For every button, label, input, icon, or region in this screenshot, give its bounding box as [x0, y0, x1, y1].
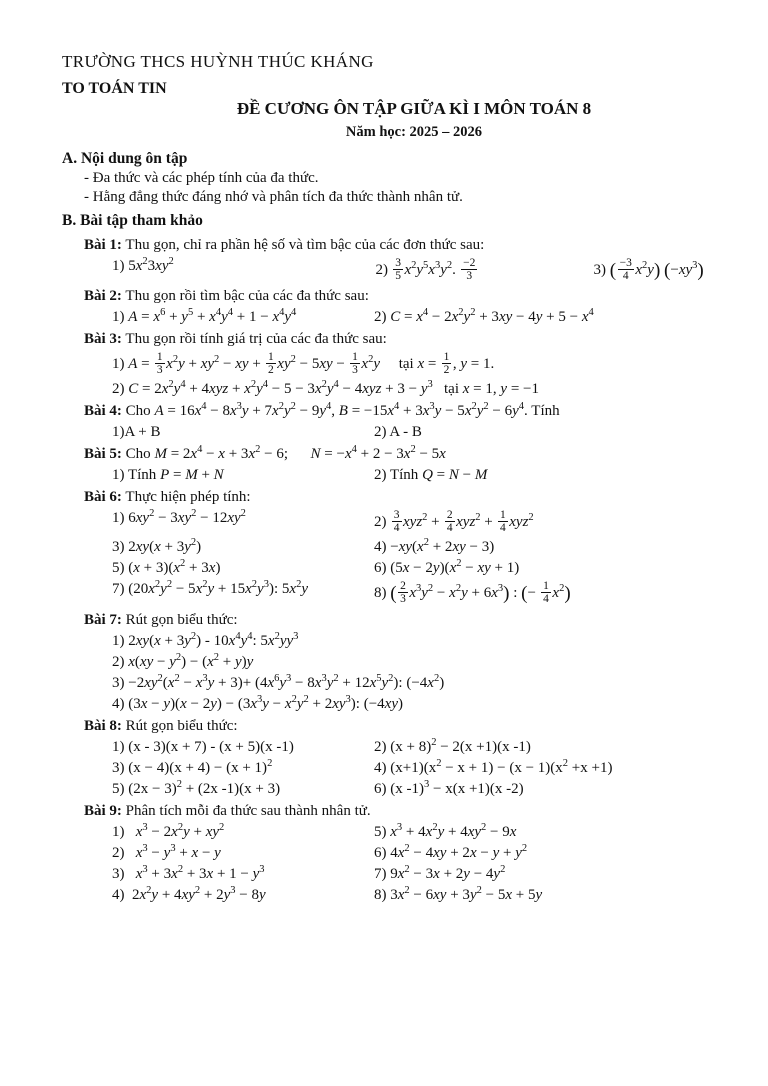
- document-body: [0, 146, 768, 904]
- problem-6-item-6: 6) $(5x - 2y)(x^2$ − xy + 1): [374, 558, 520, 577]
- problem-8-item-1: 1) (x - 3)(x + 7) - (x + 5)(x -1): [112, 738, 294, 755]
- section-a-bullet-2: - Hằng đẳng thức đáng nhớ và phân tích đa thức thành nhân tử.: [84, 189, 463, 205]
- problem-7-item-2: 2) $x(xy - y^2) - (x^2 + y)y$: [112, 651, 254, 670]
- problem-8-item-5: 5) $(2x - 3)^2 + (2x$ -1)(x + 3): [112, 778, 281, 797]
- problem-5-label: Bài 5:: [84, 446, 122, 463]
- problem-8-item-6: 6) (x -1)$^3$ − x(x +1)(x -2): [374, 778, 524, 797]
- problem-1-text: Thu gọn, chỉ ra phần hệ số và tìm bậc của các đơn thức sau:: [125, 237, 485, 253]
- section-b-heading: B. Bài tập tham khảo: [62, 212, 203, 229]
- problem-5-item-1: 1) Tính P = M + N: [112, 467, 224, 484]
- problem-1-item-2: 2) $\frac{3}{5}$ $x^2y^5x^3y^2$. $\frac{-2}{3}$: [375, 257, 476, 283]
- problem-9-label: Bài 9:: [84, 802, 122, 819]
- school-year: Năm học: 2025 – 2026: [345, 124, 483, 140]
- problem-9-row-2: [84, 841, 768, 862]
- problem-6: [84, 484, 768, 606]
- problem-2: [84, 283, 768, 326]
- problem-1: [84, 232, 768, 283]
- problem-4-label: Bài 4:: [84, 403, 122, 420]
- problem-3-label: Bài 3:: [84, 331, 122, 348]
- section-a-heading: A. Nội dung ôn tập: [62, 150, 188, 167]
- problem-8-item-2: 2) $(x + 8)^2 - 2(x +1)(x$ -1): [374, 736, 531, 755]
- problem-8-row-2: [84, 756, 768, 777]
- problem-9-item-8: 8) $3x^2 - 6xy + 3y^2 - 5x + 5y$: [374, 884, 543, 903]
- problem-6-item-3: 3) $2xy(x + 3y^2)$: [112, 537, 202, 556]
- problem-2-item-2: 2) $C = x^4 - 2x^2y^2 + 3xy - 4y + 5 - x^4$: [374, 307, 594, 326]
- problem-6-text: Thực hiện phép tính:: [125, 489, 251, 506]
- problem-3-text: Thu gọn rồi tính giá trị của các đa thức sau:: [125, 331, 387, 348]
- problem-5-items: [84, 463, 768, 484]
- problem-3-item-2: 2) $C = 2x^2y^4 + 4xyz + x^2y^4 - 5 - 3x^2y^4 - 4xyz + 3 - y^3$ tại x = 1, y = −1: [112, 379, 539, 398]
- problem-5-text: Cho $M = 2x^4 - x + 3x^2 - 6$; $N = -x^4 + 2 - 3x^2 - 5x$: [125, 444, 446, 463]
- problem-3-item-1: 1) A = $\frac{1}{3}$ $x^2y + xy^2$ − xy + $\frac{1}{2}$ $xy^2 - 5xy$ − $\frac{1}{3}$ $x^2y$ tại x = $\frac{1}{2}$ , y = 1.: [112, 351, 495, 377]
- problem-3: [84, 326, 768, 398]
- problem-8-item-3: 3) $(x - 4)(x + 4) - (x + 1)^2$: [112, 757, 273, 776]
- problem-9-item-4: 4) $2x^2y + 4xy^2 + 2y^3 - 8y$: [112, 884, 266, 903]
- problem-6-item-2: 2) $\frac{3}{4}$ xyz$^2$ + $\frac{2}{4}$ xyz$^2$ + $\frac{1}{4}$ xyz$^2$: [374, 509, 534, 535]
- problem-9-text: Phân tích mỗi đa thức sau thành nhân tử.: [125, 802, 371, 819]
- problem-2-item-1: 1) $A = x^6 + y^5 + x^4y^4 + 1 - x^4y^4$: [112, 307, 297, 326]
- problem-6-item-5: 5) $(x + 3)(x^2 + 3x)$: [112, 558, 221, 577]
- problem-7-label: Bài 7:: [84, 611, 122, 628]
- department-name: TO TOÁN TIN: [62, 80, 167, 97]
- problem-7-item-3: $3) -2xy^2(x^2 - x^3y + 3)+ (4x^6y^3 - 8x^3y^2 + 12x^5y^2)$: $(-4x^2)$: [112, 672, 445, 691]
- problem-6-item-7: 7) $(20x^2y^2 - 5x^2y + 15x^2y^3)$: $5x^2y$: [112, 579, 308, 598]
- problem-4-items: [84, 420, 768, 441]
- problem-9-item-3: 3) $x^3 + 3x^2 + 3x + 1 - y^3$: [112, 863, 265, 882]
- problem-7: [84, 607, 768, 713]
- problem-4-item-2: 2) A - B: [374, 424, 422, 441]
- problem-6-label: Bài 6:: [84, 489, 122, 506]
- problem-2-text: Thu gọn rồi tìm bậc của các đa thức sau:: [125, 288, 369, 305]
- problem-4-text: Cho $A = 16x^4 - 8x^3y + 7x^2y^2 - 9y^4$, $B = -15x^4 + 3x^3y - 5x^2y^2 - 6y^4$. Tính: [125, 401, 560, 420]
- problem-8-label: Bài 8:: [84, 717, 122, 734]
- problem-8-row-3: [84, 777, 768, 798]
- problem-1-item-1: 1) $5x^23xy^2$: [112, 256, 174, 274]
- problem-5-item-2: 2) Tính Q = N − M: [374, 467, 488, 484]
- problem-6-row-1: [84, 506, 768, 535]
- problem-7-text: Rút gọn biểu thức:: [125, 611, 238, 628]
- problem-9-item-2: 2) $x^3 - y^3 + x - y$: [112, 842, 221, 861]
- problem-9-item-5: 5) $x^3 + 4x^2y + 4xy^2 - 9x$: [374, 821, 517, 840]
- problem-9-item-7: 7) $9x^2 - 3x + 2y - 4y^2$: [374, 863, 506, 882]
- problem-6-row-3: [84, 556, 768, 577]
- problem-6-item-4: $4) -xy(x^2 + 2xy - 3)$: [374, 537, 495, 556]
- problem-8: [84, 713, 768, 798]
- problem-9-row-3: [84, 862, 768, 883]
- problem-8-row-1: [84, 735, 768, 756]
- problem-2-items: [84, 305, 768, 326]
- problem-1-label: Bài 1:: [84, 237, 122, 253]
- problem-9-item-1: 1) $x^3 - 2x^2y + xy^2$: [112, 821, 225, 840]
- section-a-bullet-1: - Đa thức và các phép tính của đa thức.: [84, 170, 319, 186]
- problem-1-items: [84, 254, 768, 283]
- problem-4-item-1: 1)A + B: [112, 424, 161, 441]
- problem-9-row-1: [84, 820, 768, 841]
- school-name: TRƯỜNG THCS HUỲNH THÚC KHÁNG: [62, 52, 374, 71]
- problem-8-item-4: 4) $(x+1)(x^2 - x + 1) - (x - 1)(x^2 +x +1)$: [374, 757, 613, 776]
- problem-2-label: Bài 2:: [84, 288, 122, 305]
- problem-6-item-1: 1) $6xy^2 - 3xy^2 - 12xy^2$: [112, 508, 246, 527]
- problem-6-row-4: [84, 577, 768, 606]
- problem-9: [84, 798, 768, 904]
- problem-9-row-4: [84, 883, 768, 904]
- problem-5: [84, 441, 768, 484]
- problem-1-item-3: 3) ( $\frac{-3}{4}$ $x^2y$) $(-xy^3)$: [593, 257, 704, 283]
- document-title: ĐỀ CƯƠNG ÔN TẬP GIỮA KÌ I MÔN TOÁN 8: [236, 99, 592, 118]
- problem-7-item-1: 1) $2xy(x + 3y^2) - 10x^4y^4$: $5x^2yy^3$: [112, 630, 299, 649]
- problem-4: [84, 398, 768, 441]
- problem-9-item-6: 6) $4x^2 - 4xy + 2x - y + y^2$: [374, 842, 528, 861]
- problem-6-row-2: [84, 535, 768, 556]
- problem-7-item-4: 4) $(3x - y)(x - 2y) - (3x^3y - x^2y^2 + 2xy^3)$: (−4xy): [112, 693, 403, 712]
- problem-8-text: Rút gọn biểu thức:: [125, 717, 238, 734]
- problem-6-item-8: 8) ( $\frac{2}{3}$ $x^3y^2 - x^2y + 6x^3$) : (− $\frac{1}{4}$ $x^2$): [374, 580, 571, 606]
